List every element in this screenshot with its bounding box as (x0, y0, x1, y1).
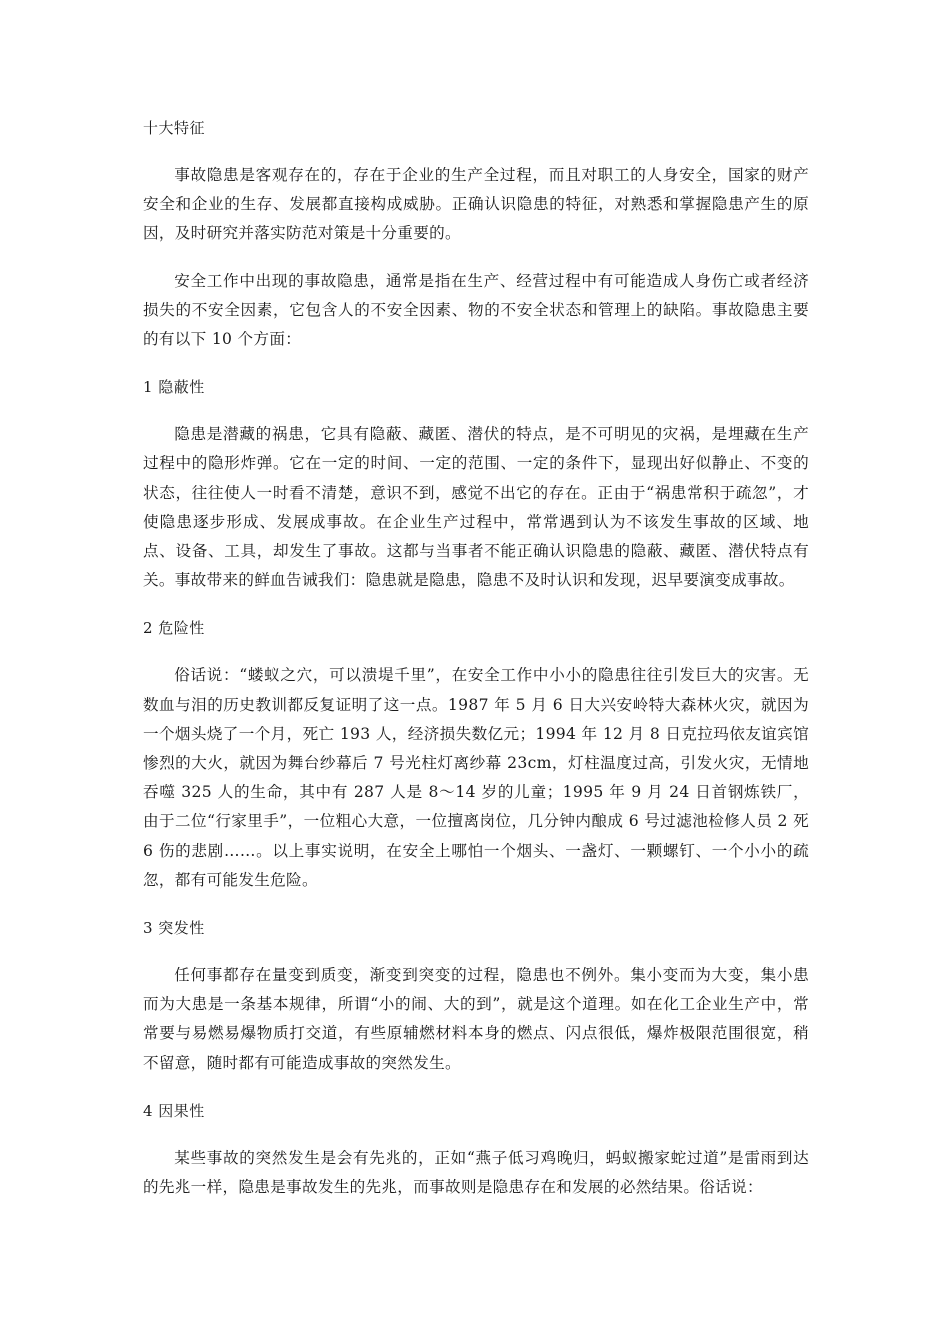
section-heading-2: 2 危险性 (143, 619, 205, 638)
intro-paragraph-2: 安全工作中出现的事故隐患，通常是指在生产、经营过程中有可能造成人身伤亡或者经济损失的不安全因素，它包含人的不安全因素、物的不安全状态和管理上的缺陷。事故隐患主要的有以下 10 个方面： (143, 271, 809, 349)
intro-paragraph-1: 事故隐患是客观存在的，存在于企业的生产全过程，而且对职工的人身安全，国家的财产安全和企业的生存、发展都直接构成威胁。正确认识隐患的特征，对熟悉和掌握隐患产生的原因，及时研究并落实防范对策是十分重要的。 (143, 166, 809, 243)
section-paragraph-3: 任何事都存在量变到质变，渐变到突变的过程，隐患也不例外。集小变而为大变，集小患而为大患是一条基本规律，所谓“小的闹、大的到”，就是这个道理。如在化工企业生产中，常常要与易燃易爆物质打交道，有些原辅燃材料本身的燃点、闪点很低，爆炸极限范围很宽，稍不留意，随时都有可能造成事故的突然发生。 (143, 966, 809, 1072)
section-paragraph-4: 某些事故的突然发生是会有先兆的，正如“燕子低习鸡晚归，蚂蚁搬家蛇过道”是雷雨到达的先兆一样，隐患是事故发生的先兆，而事故则是隐患存在和发展的必然结果。俗话说： (143, 1148, 809, 1197)
document-page (143, 113, 809, 1220)
document-title: 十大特征 (143, 119, 206, 137)
section-paragraph-2: 俗话说：“蝼蚁之穴，可以溃堤千里”，在安全工作中小小的隐患往往引发巨大的灾害。无数血与泪的历史教训都反复证明了这一点。1987 年 5 月 6 日大兴安岭特大森林火灾，就因为一个烟头烧了一个月，死亡 193 人，经济损失数亿元；1994 年 12 月 8 日克拉玛依友谊宾馆惨烈的大火，就因为舞台纱幕后 7 号光柱灯离纱幕 23cm，灯柱温度过高，引发火灾，无情地吞噬 325 人的生命，其中有 287 人是 8～14 岁的儿童；1995 年 9 月 24 日首钢炼铁厂，由于二位“行家里手”，一位粗心大意，一位擅离岗位，几分钟内酿成 6 号过滤池检修人员 2 死 6 伤的悲剧……。以上事实说明，在安全上哪怕一个烟头、一盏灯、一颗螺钉、一个小小的疏忽，都有可能发生危险。 (143, 666, 809, 889)
section-paragraph-1: 隐患是潜藏的祸患，它具有隐蔽、藏匿、潜伏的特点，是不可明见的灾祸，是埋藏在生产过程中的隐形炸弹。它在一定的时间、一定的范围、一定的条件下，显现出好似静止、不变的状态，往往使人一时看不清楚，意识不到，感觉不出它的存在。正由于“祸患常积于疏忽”，才使隐患逐步形成、发展成事故。在企业生产过程中，常常遇到认为不该发生事故的区域、地点、设备、工具，却发生了事故。这都与当事者不能正确认识隐患的隐蔽、藏匿、潜伏特点有关。事故带来的鲜血告诫我们：隐患就是隐患，隐患不及时认识和发现，迟早要演变成事故。 (143, 425, 809, 590)
section-heading-1: 1 隐蔽性 (143, 378, 205, 397)
section-heading-3: 3 突发性 (143, 919, 205, 938)
section-heading-4: 4 因果性 (143, 1101, 205, 1120)
